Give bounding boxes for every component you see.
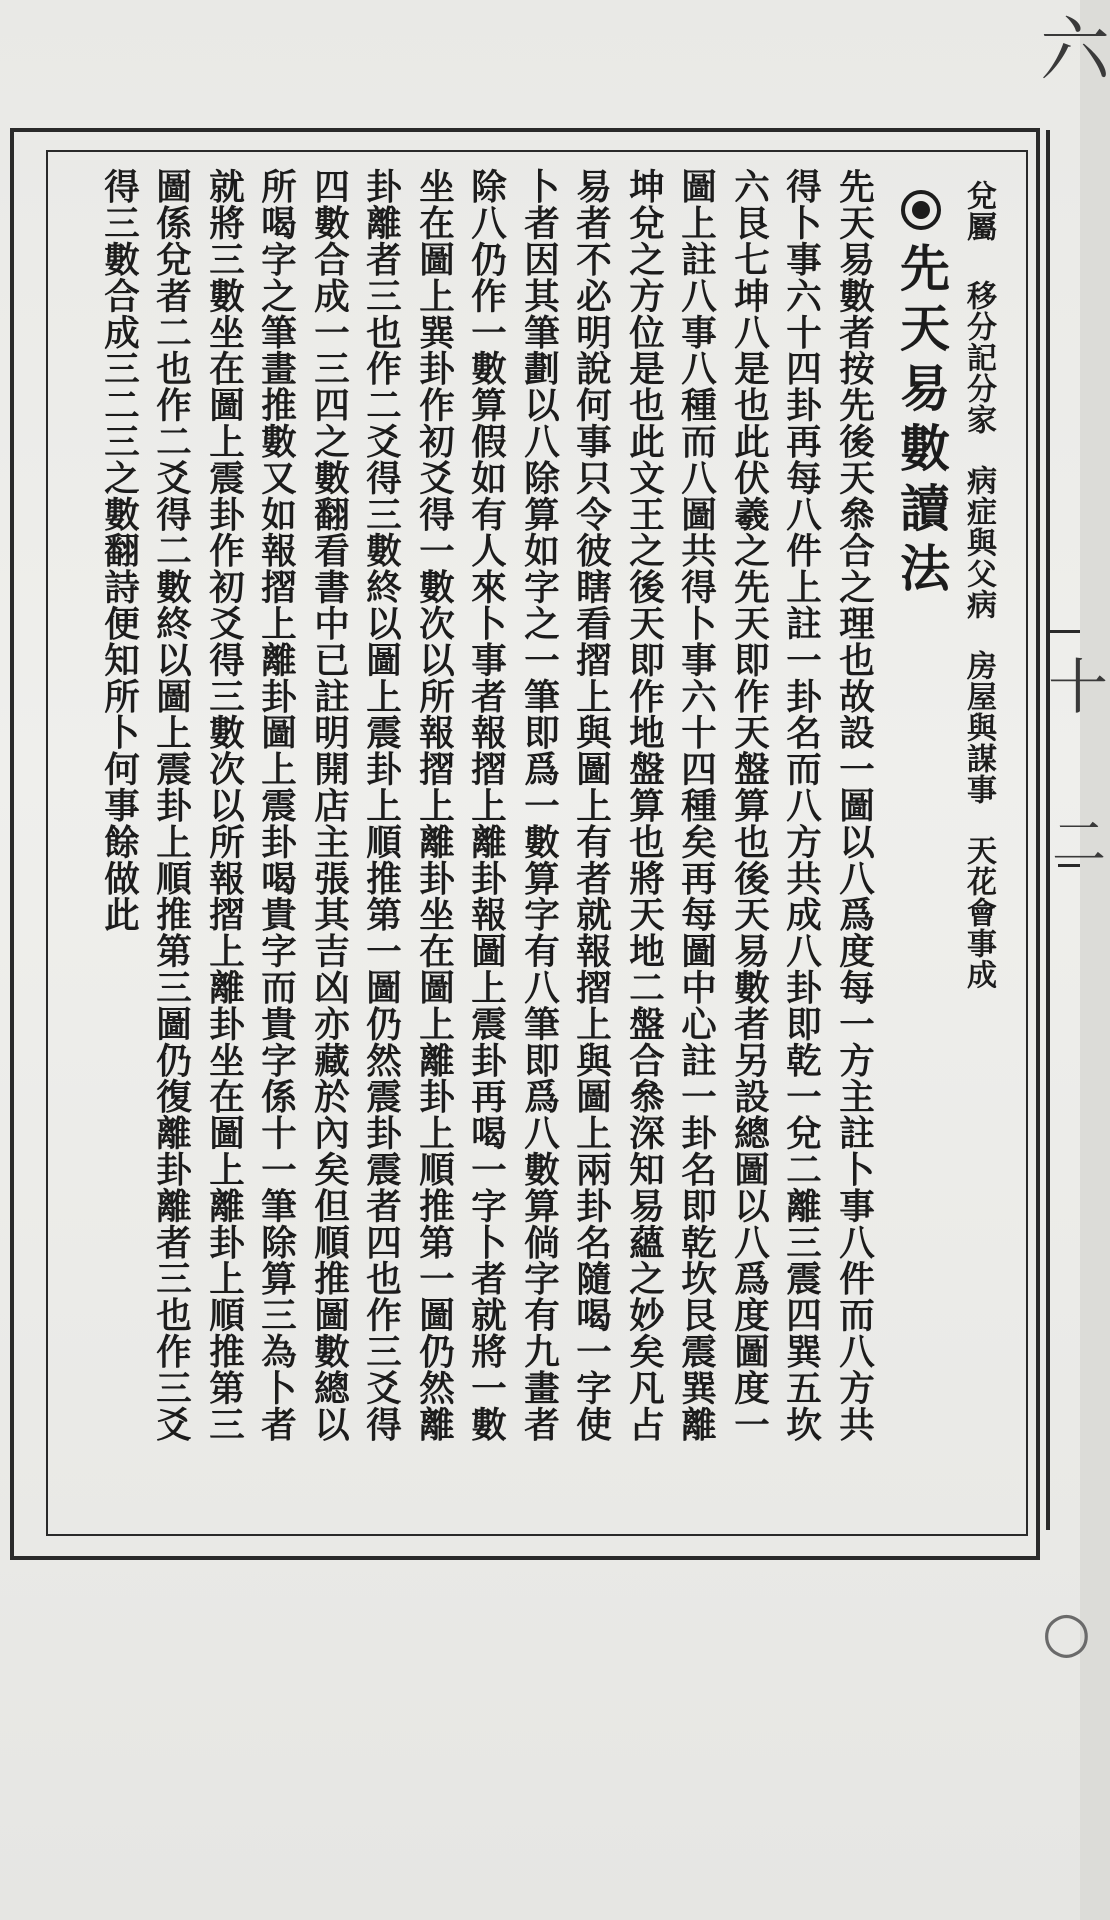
title-column bbox=[892, 190, 951, 602]
text-column: 所喝字之筆畫推數又如報摺上離卦圖上震卦喝貴字而貴字係十一筆除算三為卜者 bbox=[255, 168, 297, 1442]
text-column: 就將三數坐在圖上震卦作初爻得三數次以所報摺上離卦坐在圖上離卦上順推第三 bbox=[203, 168, 245, 1442]
bullet-circle-icon bbox=[901, 190, 941, 230]
text-column: 除八仍作一數算假如有人來卜事者報摺上離卦報圖上震卦再喝一字卜者就將一數 bbox=[465, 168, 507, 1442]
text-column: 圖係兌者二也作二爻得二數終以圖上震卦上順推第三圖仍復離卦離者三也作三爻 bbox=[150, 168, 192, 1442]
text-column: 易者不必明說何事只令彼瞎看摺上與圖上有者就報摺上與圖上兩卦名隨喝一字使 bbox=[570, 168, 612, 1442]
adjacent-page-glyph: 六 bbox=[1040, 9, 1110, 91]
text-block bbox=[58, 160, 1016, 1526]
header-segment: 病症與父病 bbox=[961, 465, 996, 620]
text-column: 卜者因其筆劃以八除算如字之一筆即爲一數算字有八筆即爲八數算倘字有九畫者 bbox=[518, 168, 560, 1442]
adjacent-page-rule bbox=[1046, 630, 1080, 633]
text-column: 四數合成一三四之數翻看書中已註明開店主張其吉凶亦藏於內矣但順推圖數總以 bbox=[308, 168, 350, 1442]
header-segment: 兌屬 bbox=[961, 180, 996, 242]
adjacent-page-glyph: ○ bbox=[1042, 1600, 1091, 1665]
text-column: 先天易數者按先後天叅合之理也故設一圖以八爲度每一方主註卜事八件而八方共 bbox=[833, 168, 875, 1442]
text-column: 卦離者三也作二爻得三數終以圖上震卦上順推第一圖仍然震卦震者四也作三爻得 bbox=[360, 168, 402, 1442]
page-title: 先天易數讀法 bbox=[892, 242, 951, 602]
adjacent-page-rule bbox=[1046, 130, 1050, 1530]
header-segment: 移分記分家 bbox=[961, 280, 996, 435]
text-column: 坤兌之方位是也此文王之後天即作地盤算也將天地二盤合叅深知易蘊之妙矣凡占 bbox=[623, 168, 665, 1442]
header-segment: 房屋與謀事 bbox=[961, 650, 996, 805]
adjacent-page-glyph: 二 bbox=[1052, 811, 1106, 874]
text-column: 得卜事六十四卦再每八件上註一卦名而八方共成八卦即乾一兌二離三震四巽五坎 bbox=[780, 168, 822, 1442]
text-column: 得三數合成三二三之數翻詩便知所卜何事餘做此 bbox=[98, 168, 140, 933]
adjacent-page-glyph: 十 bbox=[1048, 653, 1108, 723]
text-column: 六艮七坤八是也此伏羲之先天即作天盤算也後天易數者另設總圖以八爲度圖度一 bbox=[728, 168, 770, 1442]
text-column: 坐在圖上巽卦作初爻得一數次以所報摺上離卦坐在圖上離卦上順推第一圖仍然離 bbox=[413, 168, 455, 1442]
header-column bbox=[961, 180, 996, 990]
text-column: 圖上註八事八種而八圖共得卜事六十四種矣再每圖中心註一卦名即乾坎艮震巽離 bbox=[675, 168, 717, 1442]
header-segment: 天花會事成 bbox=[961, 835, 996, 990]
